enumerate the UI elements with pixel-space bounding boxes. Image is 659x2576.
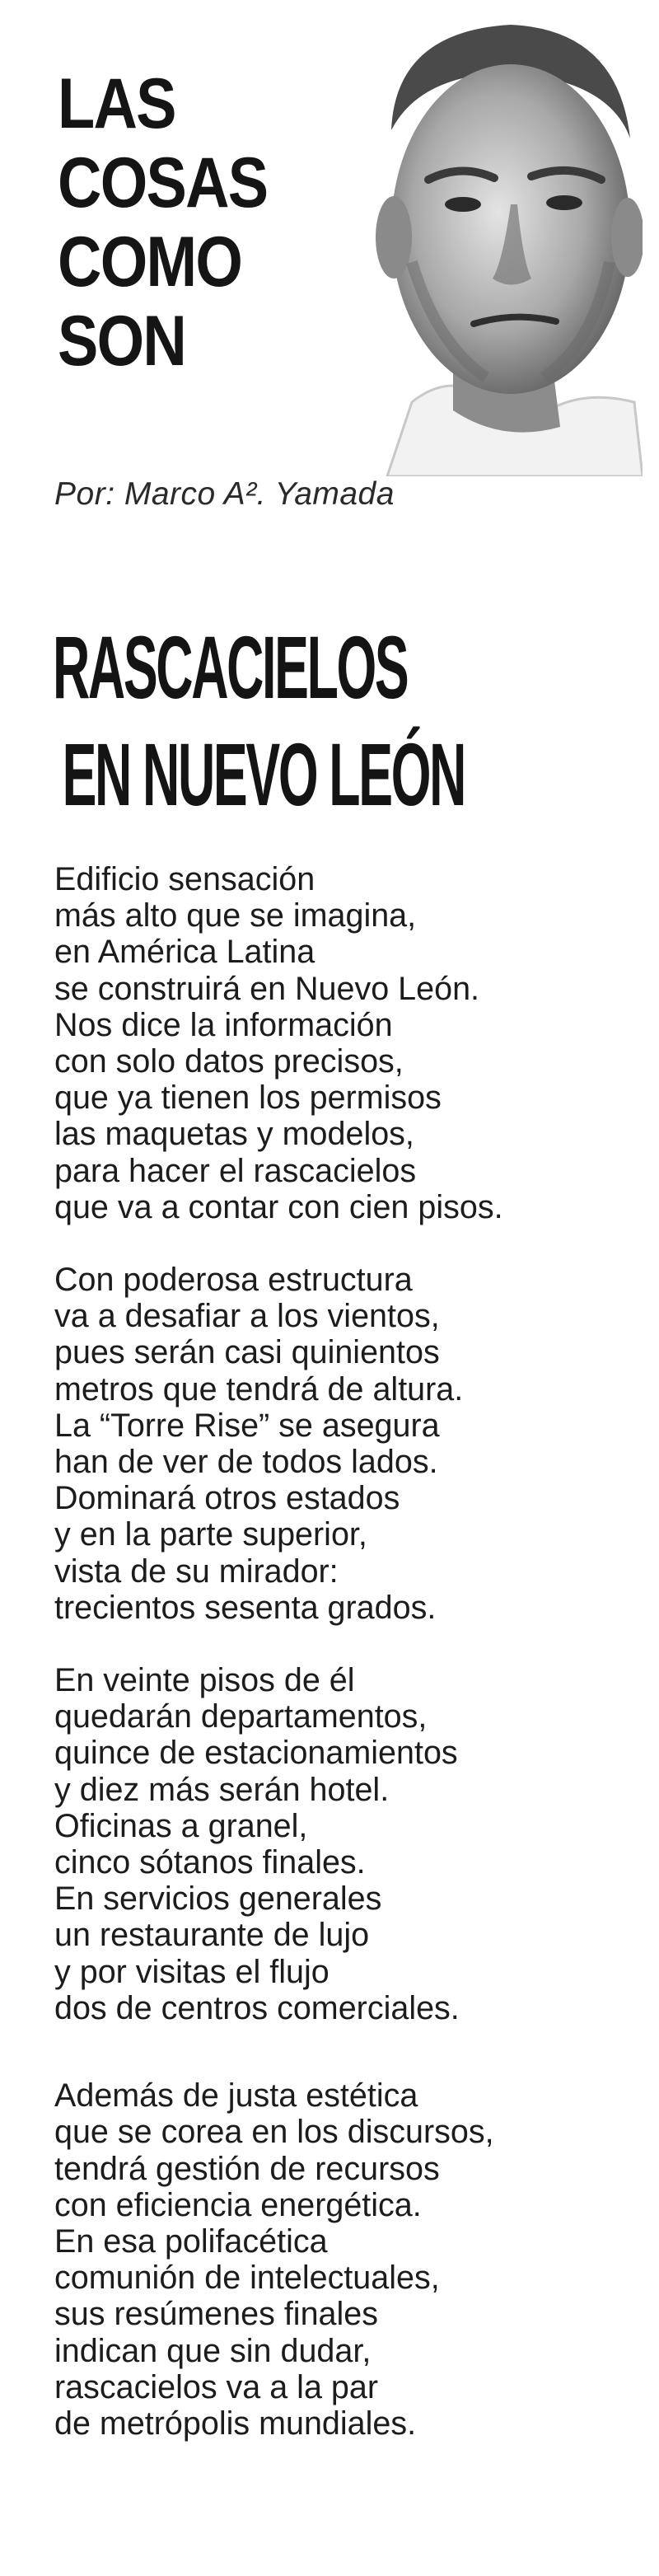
poem-verse: comunión de intelectuales, [54,2260,440,2297]
poem-verse: en América Latina [54,934,315,971]
poem-stanza [54,1662,647,2026]
poem-verse: que ya tienen los permisos [54,1080,442,1117]
byline: Por: Marco A². Yamada [54,476,395,512]
column-title-line: COMO [58,222,242,302]
column-header [0,0,659,478]
poem-verse: que se corea en los discursos, [54,2114,494,2151]
poem-verse: rascacielos va a la par [54,2368,378,2405]
poem-verse: con solo datos precisos, [54,1043,404,1080]
poem-verse: vista de su mirador: [54,1553,339,1590]
poem-verse: quedarán departamentos, [54,1698,428,1735]
poem-verse: y en la parte superior, [54,1516,367,1553]
poem-verse: para hacer el rascacielos [54,1152,417,1189]
poem-verse: un restaurante de lujo [54,1917,370,1954]
poem-verse: más alto que se imagina, [54,897,417,934]
poem-verse: y diez más serán hotel. [54,1771,390,1808]
poem-verse: En servicios generales [54,1880,382,1918]
poem-verse: indican que sin dudar, [54,2332,372,2369]
poem-verse: pues serán casi quinientos [54,1334,440,1371]
poem-stanza [54,2077,647,2442]
poem-verse: quince de estacionamientos [54,1735,458,1772]
poem-verse: dos de centros comerciales. [54,1989,460,2026]
article-title-line: RASCACIELOS [53,617,408,717]
column-title-line: COSAS [58,143,268,222]
poem-verse: cinco sótanos finales. [54,1844,366,1881]
poem-verse: Edificio sensación [54,861,315,897]
column-title-line: SON [58,302,186,381]
poem-verse: se construirá en Nuevo León. [54,970,480,1007]
poem-verse: han de ver de todos lados. [54,1444,438,1481]
poem-verse: Con poderosa estructura [54,1262,413,1299]
poem-stanza [54,1262,647,1626]
column-title [58,64,267,381]
poem-verse: Nos dice la información [54,1006,393,1043]
poem-verse: Dominará otros estados [54,1480,400,1517]
poem-verse: trecientos sesenta grados. [54,1589,437,1626]
poem-verse: que va a contar con cien pisos. [54,1188,503,1225]
author-portrait [362,15,643,476]
poem-verse: En esa polifacética [54,2222,328,2260]
poem-body [54,861,647,2478]
poem-verse: las maquetas y modelos, [54,1116,414,1153]
poem-verse: metros que tendrá de altura. [54,1370,464,1407]
poem-verse: Oficinas a granel, [54,1807,308,1844]
poem-verse: La “Torre Rise” se asegura [54,1407,440,1444]
poem-verse: con eficiencia energética. [54,2186,422,2223]
article-title-line: EN NUEVO LEÓN [62,724,465,824]
article-title [53,614,465,828]
poem-stanza [54,861,647,1225]
poem-verse: va a desafiar a los vientos, [54,1298,440,1335]
poem-verse: En veinte pisos de él [54,1662,355,1699]
poem-verse: tendrá gestión de recursos [54,2150,440,2187]
poem-verse: sus resúmenes finales [54,2296,378,2333]
column-title-line: LAS [58,64,175,143]
poem-verse: y por visitas el flujo [54,1953,330,1990]
poem-verse: de metrópolis mundiales. [54,2405,417,2442]
poem-verse: Además de justa estética [54,2077,418,2115]
